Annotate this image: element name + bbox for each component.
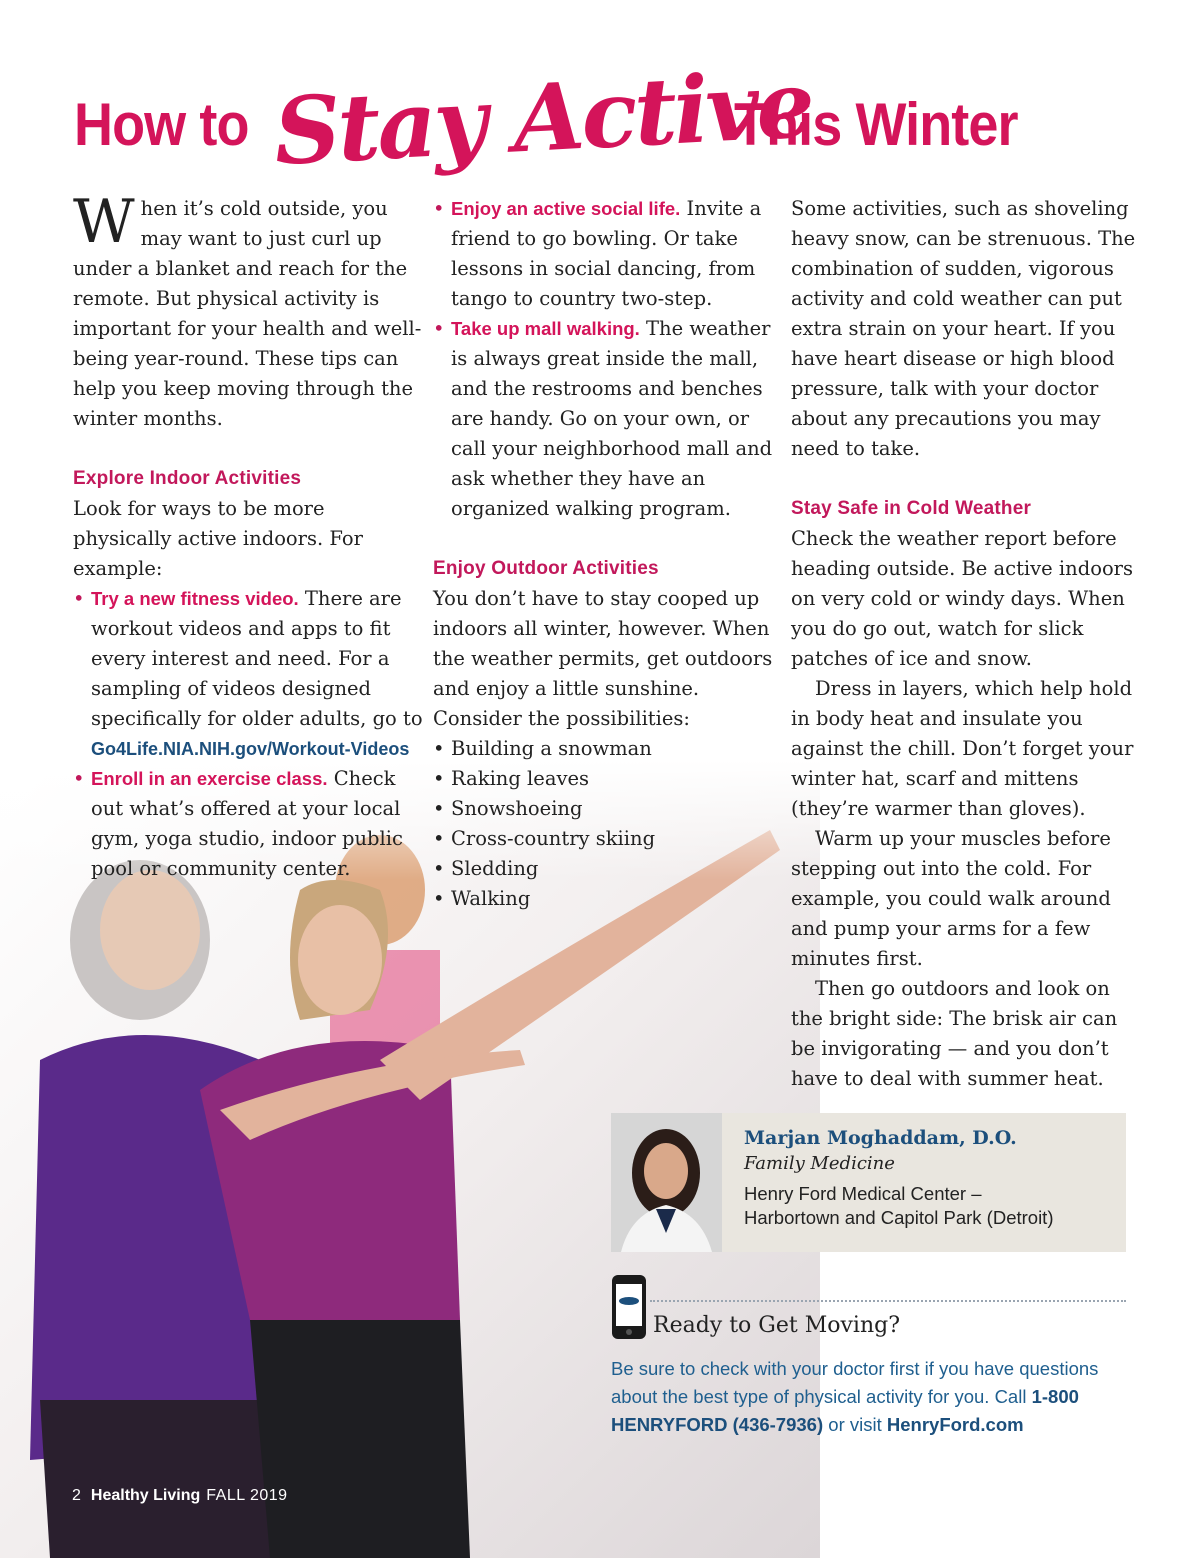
publication-name: Healthy Living: [90, 1487, 201, 1504]
workout-videos-link[interactable]: Go4Life.NIA.NIH.gov/Workout-Videos: [91, 739, 410, 759]
column-2: [433, 194, 778, 914]
divider: [650, 1300, 1126, 1302]
doctor-card: [611, 1113, 1126, 1252]
doctor-location-line-2: Harbortown and Capitol Park (Detroit): [744, 1207, 1054, 1228]
safe-paragraph-3: Warm up your muscles before stepping out into the cold. For example, you could walk around and pump your arms for a few minutes first.: [791, 827, 1111, 970]
doctor-photo: [611, 1113, 722, 1252]
bullet-text: The weather is always great inside the mall, and the restrooms and benches are handy. Go on your own, or call your neighborhood mall and ask whether they have an organized walking program.: [451, 317, 773, 520]
indoor-heading: Explore Indoor Activities: [73, 468, 302, 489]
bullet-text: Check out what’s offered at your local gym, yoga studio, indoor public pool or community center.: [91, 767, 403, 880]
strenuous-paragraph: Some activities, such as shoveling heavy snow, can be strenuous. The combination of sudden, vigorous activity and cold weather can put extra strain on your heart. If you have heart disease or high blood pressure, talk with your doctor about any precautions you may need to take.: [791, 197, 1136, 460]
headline: [74, 49, 1174, 204]
list-item: • Cross-country skiing: [433, 824, 778, 854]
cta-text-mid: or visit: [823, 1414, 887, 1435]
outdoor-heading: Enjoy Outdoor Activities: [433, 558, 659, 579]
smartphone-icon: [611, 1274, 647, 1340]
headline-script: Stay Active: [271, 49, 815, 187]
website-link[interactable]: HenryFord.com: [886, 1414, 1024, 1435]
safe-paragraph-4: Then go outdoors and look on the bright side: The brisk air can be invigorating — and you don’t have to deal with summer heat.: [791, 977, 1118, 1090]
list-item: [433, 314, 778, 524]
list-item: • Raking leaves: [433, 764, 778, 794]
phone-number[interactable]: 1-800 HENRYFORD (436-7936): [611, 1386, 1079, 1435]
headline-right: This Winter: [734, 91, 1018, 158]
indoor-list-continued: [433, 194, 778, 524]
list-item: [433, 194, 778, 314]
cta-title: Ready to Get Moving?: [653, 1313, 900, 1338]
indoor-list: [73, 584, 423, 884]
doctor-specialty: Family Medicine: [744, 1153, 895, 1174]
doctor-info: [744, 1127, 1119, 1230]
list-item: • Snowshoeing: [433, 794, 778, 824]
issue-label: FALL 2019: [206, 1487, 288, 1504]
column-1: [73, 187, 423, 884]
page-footer: [72, 1487, 288, 1505]
list-item: • Walking: [433, 884, 778, 914]
drop-cap: W: [73, 187, 135, 257]
list-item: • Sledding: [433, 854, 778, 884]
cta-body: [611, 1355, 1131, 1439]
bullet-lead: Try a new fitness video.: [91, 588, 299, 609]
outdoor-text: You don’t have to stay cooped up indoors all winter, however. When the weather permits, get outdoors and enjoy a little sunshine. Consider the possibilities:: [433, 587, 773, 730]
list-item: • Building a snowman: [433, 734, 778, 764]
cta-text: Be sure to check with your doctor first if you have questions about the best type of physical activity for you. Call: [611, 1358, 1099, 1407]
column-3: [791, 194, 1136, 1094]
bullet-text: There are workout videos and apps to fit every interest and need. For a sampling of videos designed specifically for older adults, go to: [91, 587, 423, 730]
intro-text: hen it’s cold outside, you may want to just curl up under a blanket and reach for the remote. But physical activity is important for your health and well-being year-round. These tips can help you keep moving through the winter months.: [73, 197, 422, 430]
safe-paragraph-2: Dress in layers, which help hold in body heat and insulate you against the chill. Don’t forget your winter hat, scarf and mittens (they’re warmer than gloves).: [791, 677, 1134, 820]
list-item: [73, 764, 423, 884]
safe-paragraph-1: Check the weather report before heading outside. Be active indoors on very cold or windy days. When you do go out, watch for slick patches of ice and snow.: [791, 527, 1134, 670]
doctor-name: Marjan Moghaddam, D.O.: [744, 1127, 1017, 1149]
indoor-lead: Look for ways to be more physically active indoors. For example:: [73, 497, 363, 580]
intro-paragraph: [73, 187, 423, 434]
bullet-lead: Enroll in an exercise class.: [91, 768, 328, 789]
safe-heading: Stay Safe in Cold Weather: [791, 498, 1032, 519]
headline-left: How to: [74, 91, 249, 158]
outdoor-list: [433, 734, 778, 914]
doctor-location-line-1: Henry Ford Medical Center –: [744, 1183, 982, 1204]
bullet-text: Invite a friend to go bowling. Or take lessons in social dancing, from tango to country two-step.: [451, 197, 762, 310]
page-number: 2: [72, 1487, 81, 1504]
bullet-lead: Enjoy an active social life.: [451, 198, 681, 219]
bullet-lead: Take up mall walking.: [451, 318, 640, 339]
list-item: [73, 584, 423, 764]
